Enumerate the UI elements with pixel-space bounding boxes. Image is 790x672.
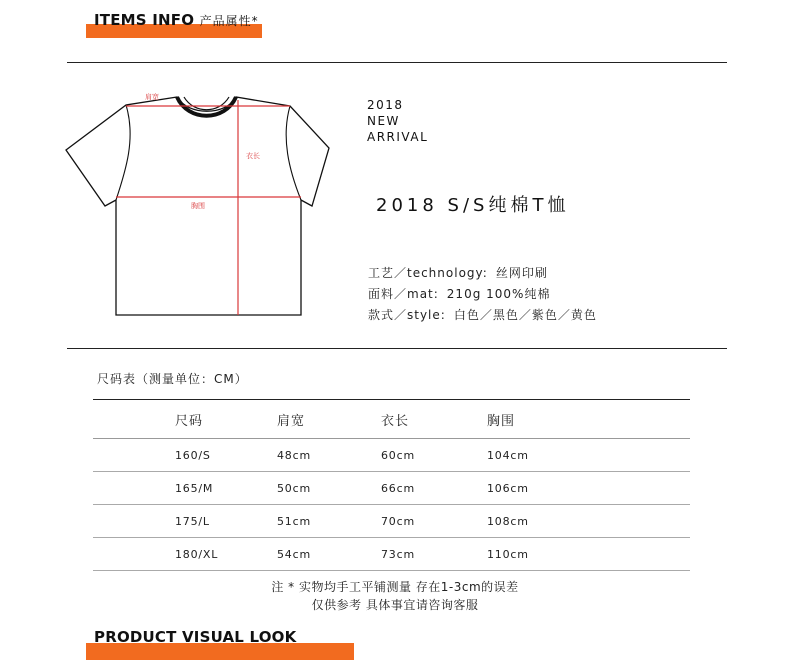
sleeve-seam-left <box>116 105 130 200</box>
spec-value: 210g 100%纯棉 <box>446 287 551 301</box>
table-cell: 165/M <box>93 472 276 505</box>
size-table <box>93 399 690 571</box>
table-cell: 54cm <box>276 538 380 571</box>
shoulder-label: 肩宽 <box>145 93 159 101</box>
arrival-line2: ARRIVAL <box>367 130 429 144</box>
spec-row-style <box>368 305 597 326</box>
table-cell: 175/L <box>93 505 276 538</box>
tshirt-diagram <box>60 88 350 323</box>
new-arrival-block <box>367 97 428 145</box>
table-cell: 60cm <box>380 439 486 472</box>
table-header-cell: 衣长 <box>380 400 486 439</box>
note-line1: 注 * 实物均手工平铺测量 存在1-3cm的误差 <box>271 580 519 594</box>
table-cell: 50cm <box>276 472 380 505</box>
table-cell: 110cm <box>486 538 690 571</box>
section-header-items-info <box>94 11 259 29</box>
table-header-cell: 尺码 <box>93 400 276 439</box>
table-cell: 180/XL <box>93 538 276 571</box>
chest-label: 胸围 <box>191 202 205 210</box>
spec-row-material <box>368 284 597 305</box>
divider-top <box>67 62 727 63</box>
spec-row-technology <box>368 263 597 284</box>
spec-label: 工艺／technology: <box>368 266 488 280</box>
section-header-product-visual-look: PRODUCT VISUAL LOOK <box>94 628 297 646</box>
spec-value: 丝网印刷 <box>495 266 548 280</box>
table-cell: 104cm <box>486 439 690 472</box>
table-cell: 73cm <box>380 538 486 571</box>
table-row <box>93 505 690 538</box>
divider-middle <box>67 348 727 349</box>
table-cell: 70cm <box>380 505 486 538</box>
arrival-line1: NEW <box>367 114 400 128</box>
section-subtitle: 产品属性* <box>199 14 259 28</box>
table-cell: 51cm <box>276 505 380 538</box>
table-header-row <box>93 400 690 439</box>
table-cell: 108cm <box>486 505 690 538</box>
spec-list <box>368 263 597 326</box>
length-label: 衣长 <box>246 152 260 160</box>
measurement-note <box>0 578 790 614</box>
table-header-cell: 肩宽 <box>276 400 380 439</box>
table-header-cell: 胸围 <box>486 400 690 439</box>
spec-value: 白色／黑色／紫色／黄色 <box>453 308 597 322</box>
arrival-year: 2018 <box>367 98 404 112</box>
section-title: ITEMS INFO <box>94 11 195 29</box>
table-row <box>93 472 690 505</box>
spec-label: 面料／mat: <box>368 287 439 301</box>
table-cell: 66cm <box>380 472 486 505</box>
sleeve-seam-right <box>286 106 301 200</box>
table-row <box>93 538 690 571</box>
table-cell: 48cm <box>276 439 380 472</box>
table-cell: 106cm <box>486 472 690 505</box>
product-name: 2018 S/S纯棉T恤 <box>376 195 570 216</box>
table-row <box>93 439 690 472</box>
size-table-caption: 尺码表（测量单位：CM） <box>97 372 248 386</box>
note-line2: 仅供参考 具体事宜请咨询客服 <box>311 598 479 612</box>
table-cell: 160/S <box>93 439 276 472</box>
spec-label: 款式／style: <box>368 308 446 322</box>
